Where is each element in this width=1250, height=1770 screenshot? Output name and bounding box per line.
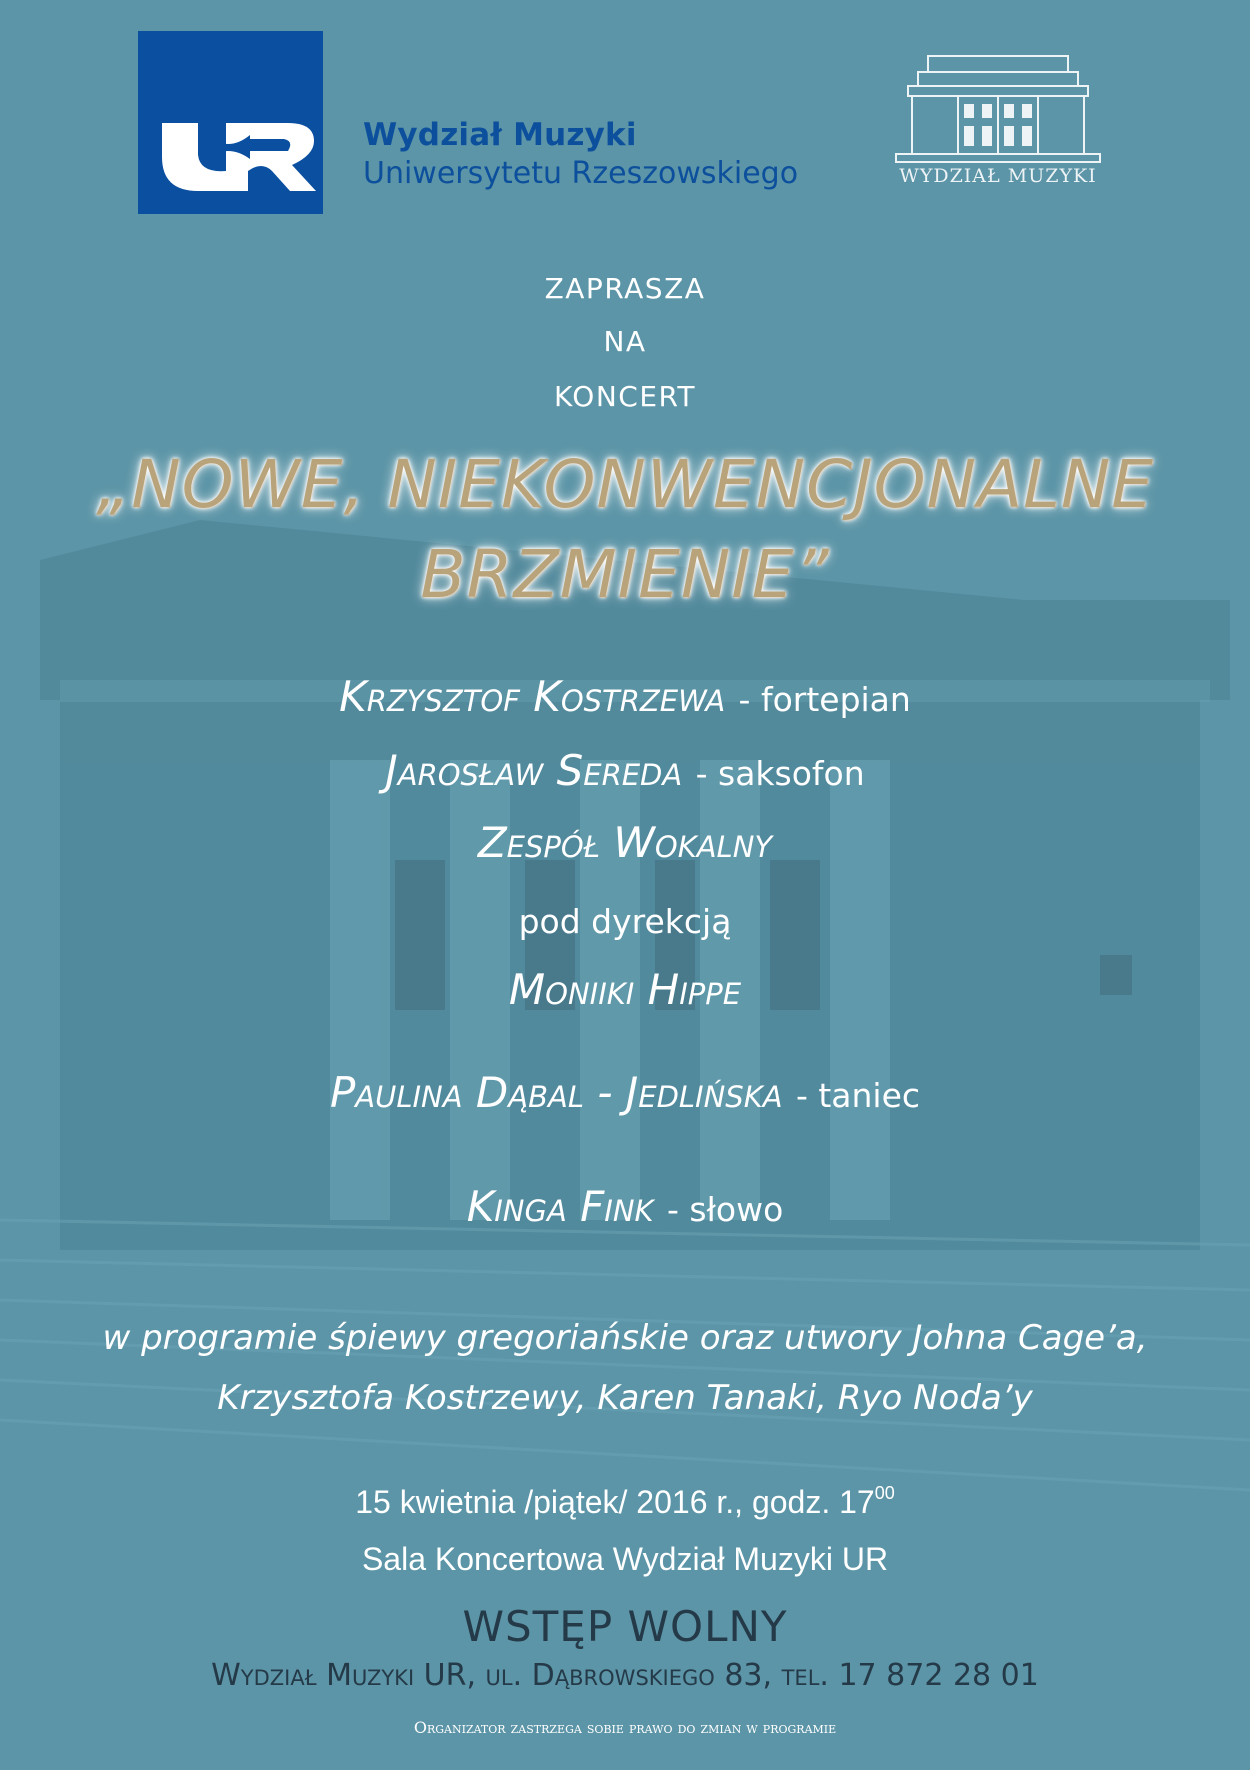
conductor-intro: pod dyrekcją (518, 902, 732, 941)
free-entry: WSTĘP WOLNY (462, 1602, 788, 1651)
concert-title (0, 440, 1250, 620)
performer-2: Jarosław Sereda - saksofon (385, 746, 865, 795)
guest-2-name: Kinga Fink (466, 1182, 654, 1231)
building-logo-label: WYDZIAŁ MUZYKI (899, 165, 1097, 187)
faculty-address: Wydział Muzyki UR, ul. Dąbrowskiego 83, tel. 17 872 28 01 (211, 1658, 1039, 1693)
guest-2-role: słowo (689, 1190, 784, 1229)
event-date (0, 1483, 1250, 1521)
guest-1-name: Paulina Dąbal - Jedlińska (329, 1068, 783, 1117)
performer-3 (0, 818, 1250, 867)
performer-2-name: Jarosław Sereda (385, 746, 683, 795)
invitation-line-2: NA (603, 325, 647, 358)
performer-1-name: Krzysztof Kostrzewa (339, 672, 726, 721)
conductor-name-text: Moniiki Hippe (508, 965, 742, 1014)
event-date-text: 15 kwietnia /piątek/ 2016 r., godz. 17 (355, 1484, 875, 1520)
concert-title-line-1: „NOWE, NIEKONWENCJONALNE (96, 446, 1154, 523)
ur-university-logo (138, 31, 323, 214)
faculty-name-line1: Wydział Muzyki (363, 117, 637, 153)
program-description (0, 1308, 1250, 1428)
performer-3-name: Zespół Wokalny (477, 818, 773, 867)
conductor-name (0, 965, 1250, 1014)
faculty-name (363, 116, 798, 194)
guest-2: Kinga Fink - słowo (466, 1182, 784, 1231)
event-venue: Sala Koncertowa Wydział Muzyki UR (361, 1541, 889, 1577)
guest-1-role: taniec (818, 1076, 921, 1115)
faculty-name-line2: Uniwersytetu Rzeszowskiego (363, 156, 799, 191)
performer-1: Krzysztof Kostrzewa - fortepian (339, 672, 911, 721)
invitation-line-1: ZAPRASZA (544, 272, 706, 305)
concert-title-line-2: BRZMIENIE” (420, 536, 830, 613)
guest-1: Paulina Dąbal - Jedlińska - taniec (329, 1068, 921, 1117)
organizer-disclaimer: Organizator zastrzega sobie prawo do zmian w programie (413, 1718, 837, 1737)
invitation-line-3: KONCERT (553, 380, 697, 413)
performer-1-role: fortepian (760, 680, 911, 719)
program-line-1: w programie śpiewy gregoriańskie oraz utwory Johna Cage’a, (102, 1318, 1148, 1358)
program-line-2: Krzysztofa Kostrzewy, Karen Tanaki, Ryo Noda’y (217, 1378, 1033, 1418)
performer-2-role: saksofon (718, 754, 865, 793)
event-time-superscript: 00 (874, 1483, 895, 1503)
